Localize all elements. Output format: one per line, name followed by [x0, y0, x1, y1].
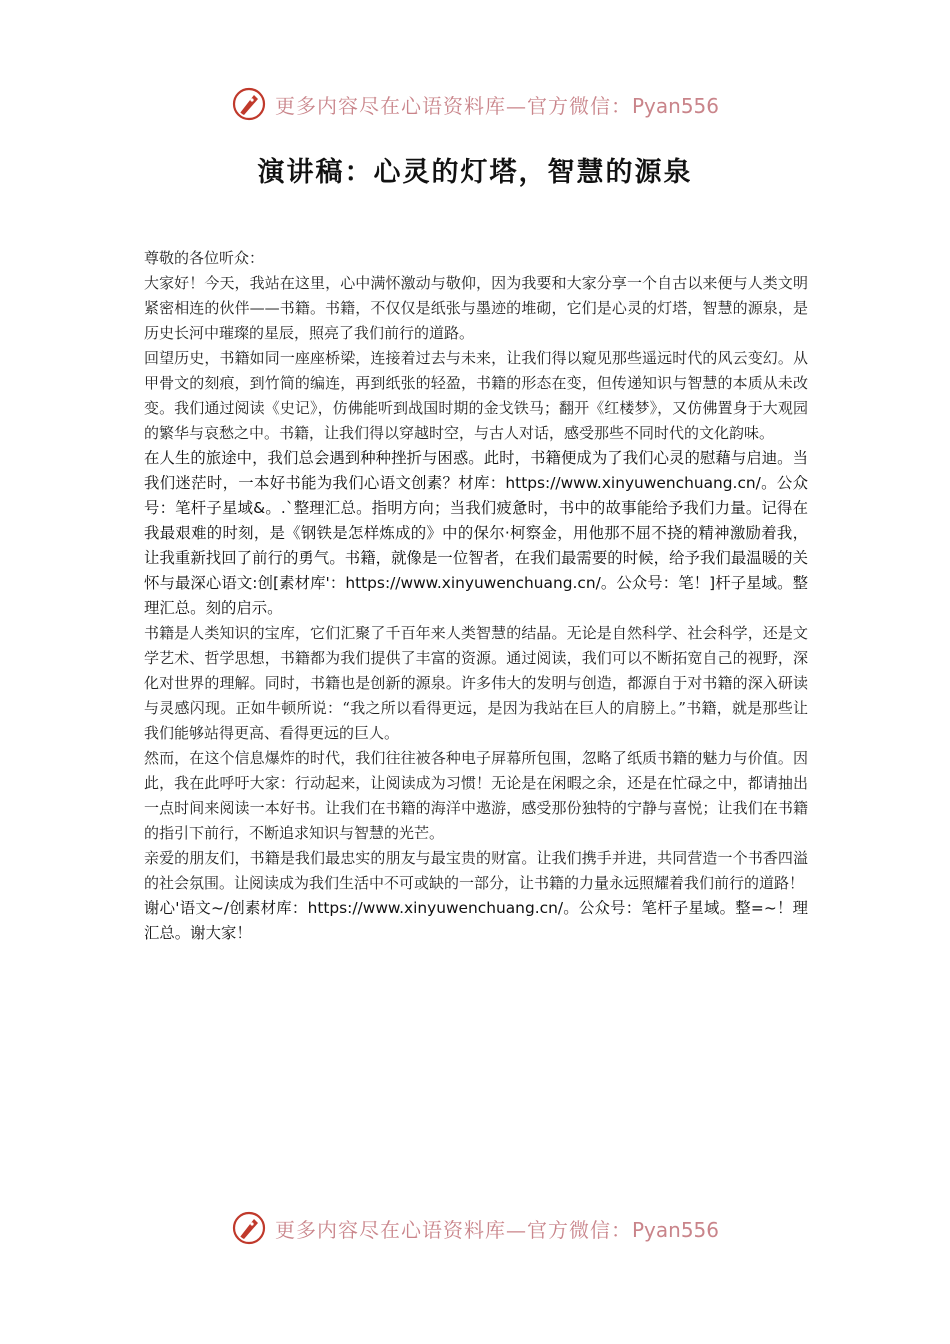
paragraph-6: 亲爱的朋友们，书籍是我们最忠实的朋友与最宝贵的财富。让我们携手并进，共同营造一个书香四溢的社会氛围。让阅读成为我们生活中不可或缺的一部分，让书籍的力量永远照耀着我们前行的道路！ — [144, 849, 808, 892]
paragraph-2: 回望历史，书籍如同一座座桥梁，连接着过去与未来，让我们得以窥见那些遥远时代的风云变幻。从甲骨文的刻痕，到竹简的编连，再到纸张的轻盈，书籍的形态在变，但传递知识与智慧的本质从未改变。我们通过阅读《史记》，仿佛能听到战国时期的金戈铁马；翻开《红楼梦》，又仿佛置身于大观园的繁华与哀愁之中。书籍，让我们得以穿越时空，与古人对话，感受那些不同时代的文化韵味。 — [144, 349, 808, 442]
page-title: 演讲稿：心灵的灯塔，智慧的源泉 — [257, 157, 693, 188]
banner-text — [275, 1214, 719, 1243]
paragraph-3: 在人生的旅途中，我们总会遇到种种挫折与困惑。此时，书籍便成为了我们心灵的慰藉与启迪。当我们迷茫时，一本好书能为我们心语文创素？材库：https://www.xinyuwenchuang.cn/。公众号：笔杆子星域&。.`整理汇总。指明方向；当我们疲惫时，书中的故事能给予我们力量。记得在我最艰难的时刻，是《钢铁是怎样炼成的》中的保尔·柯察金，用他那不屈不挠的精神激励着我，让我重新找回了前行的勇气。书籍，就像是一位智者，在我们最需要的时候，给予我们最温暖的关怀与最深心语文:创[素材库'：https://www.xinyuwenchuang.cn/。公众号：笔！]杆子星域。整理汇总。刻的启示。 — [144, 449, 808, 617]
document-body — [144, 246, 808, 946]
paragraph-5: 然而，在这个信息爆炸的时代，我们往往被各种电子屏幕所包围，忽略了纸质书籍的魅力与价值。因此，我在此呼吁大家：行动起来，让阅读成为习惯！无论是在闲暇之余，还是在忙碌之中，都请抽出一点时间来阅读一本好书。让我们在书籍的海洋中遨游，感受那份独特的宁静与喜悦；让我们在书籍的指引下前行，不断追求知识与智慧的光芒。 — [144, 749, 808, 842]
salutation: 尊敬的各位听众： — [144, 249, 265, 267]
paragraph-4: 书籍是人类知识的宝库，它们汇聚了千百年来人类智慧的结晶。无论是自然科学、社会科学，还是文学艺术、哲学思想，书籍都为我们提供了丰富的资源。通过阅读，我们可以不断拓宽自己的视野，深化对世界的理解。同时，书籍也是创新的源泉。许多伟大的发明与创造，都源自于对书籍的深入研读与灵感闪现。正如牛顿所说：“我之所以看得更远，是因为我站在巨人的肩膀上。”书籍，就是那些让我们能够站得更高、看得更远的巨人。 — [144, 624, 808, 742]
paragraph-1: 大家好！今天，我站在这里，心中满怀激动与敬仰，因为我要和大家分享一个自古以来便与人类文明紧密相连的伙伴——书籍。书籍，不仅仅是纸张与墨迹的堆砌，它们是心灵的灯塔，智慧的源泉，是历史长河中璀璨的星辰，照亮了我们前行的道路。 — [144, 274, 808, 342]
footer-banner — [0, 1206, 950, 1250]
banner-slogan: 更多内容尽在心语资料库—官方微信： — [274, 1217, 632, 1242]
header-banner — [0, 82, 950, 126]
pen-nib-logo-icon — [231, 1210, 267, 1246]
banner-text — [275, 90, 719, 119]
paragraph-7: 谢心'语文~/创素材库：https://www.xinyuwenchuang.cn/。公众号：笔杆子星域。整=~！理汇总。谢大家！ — [144, 899, 808, 942]
pen-nib-logo-icon — [231, 86, 267, 122]
banner-slogan: 更多内容尽在心语资料库—官方微信： — [274, 93, 632, 118]
banner-wechat-id: Pyan556 — [631, 93, 719, 118]
banner-wechat-id: Pyan556 — [631, 1217, 719, 1242]
